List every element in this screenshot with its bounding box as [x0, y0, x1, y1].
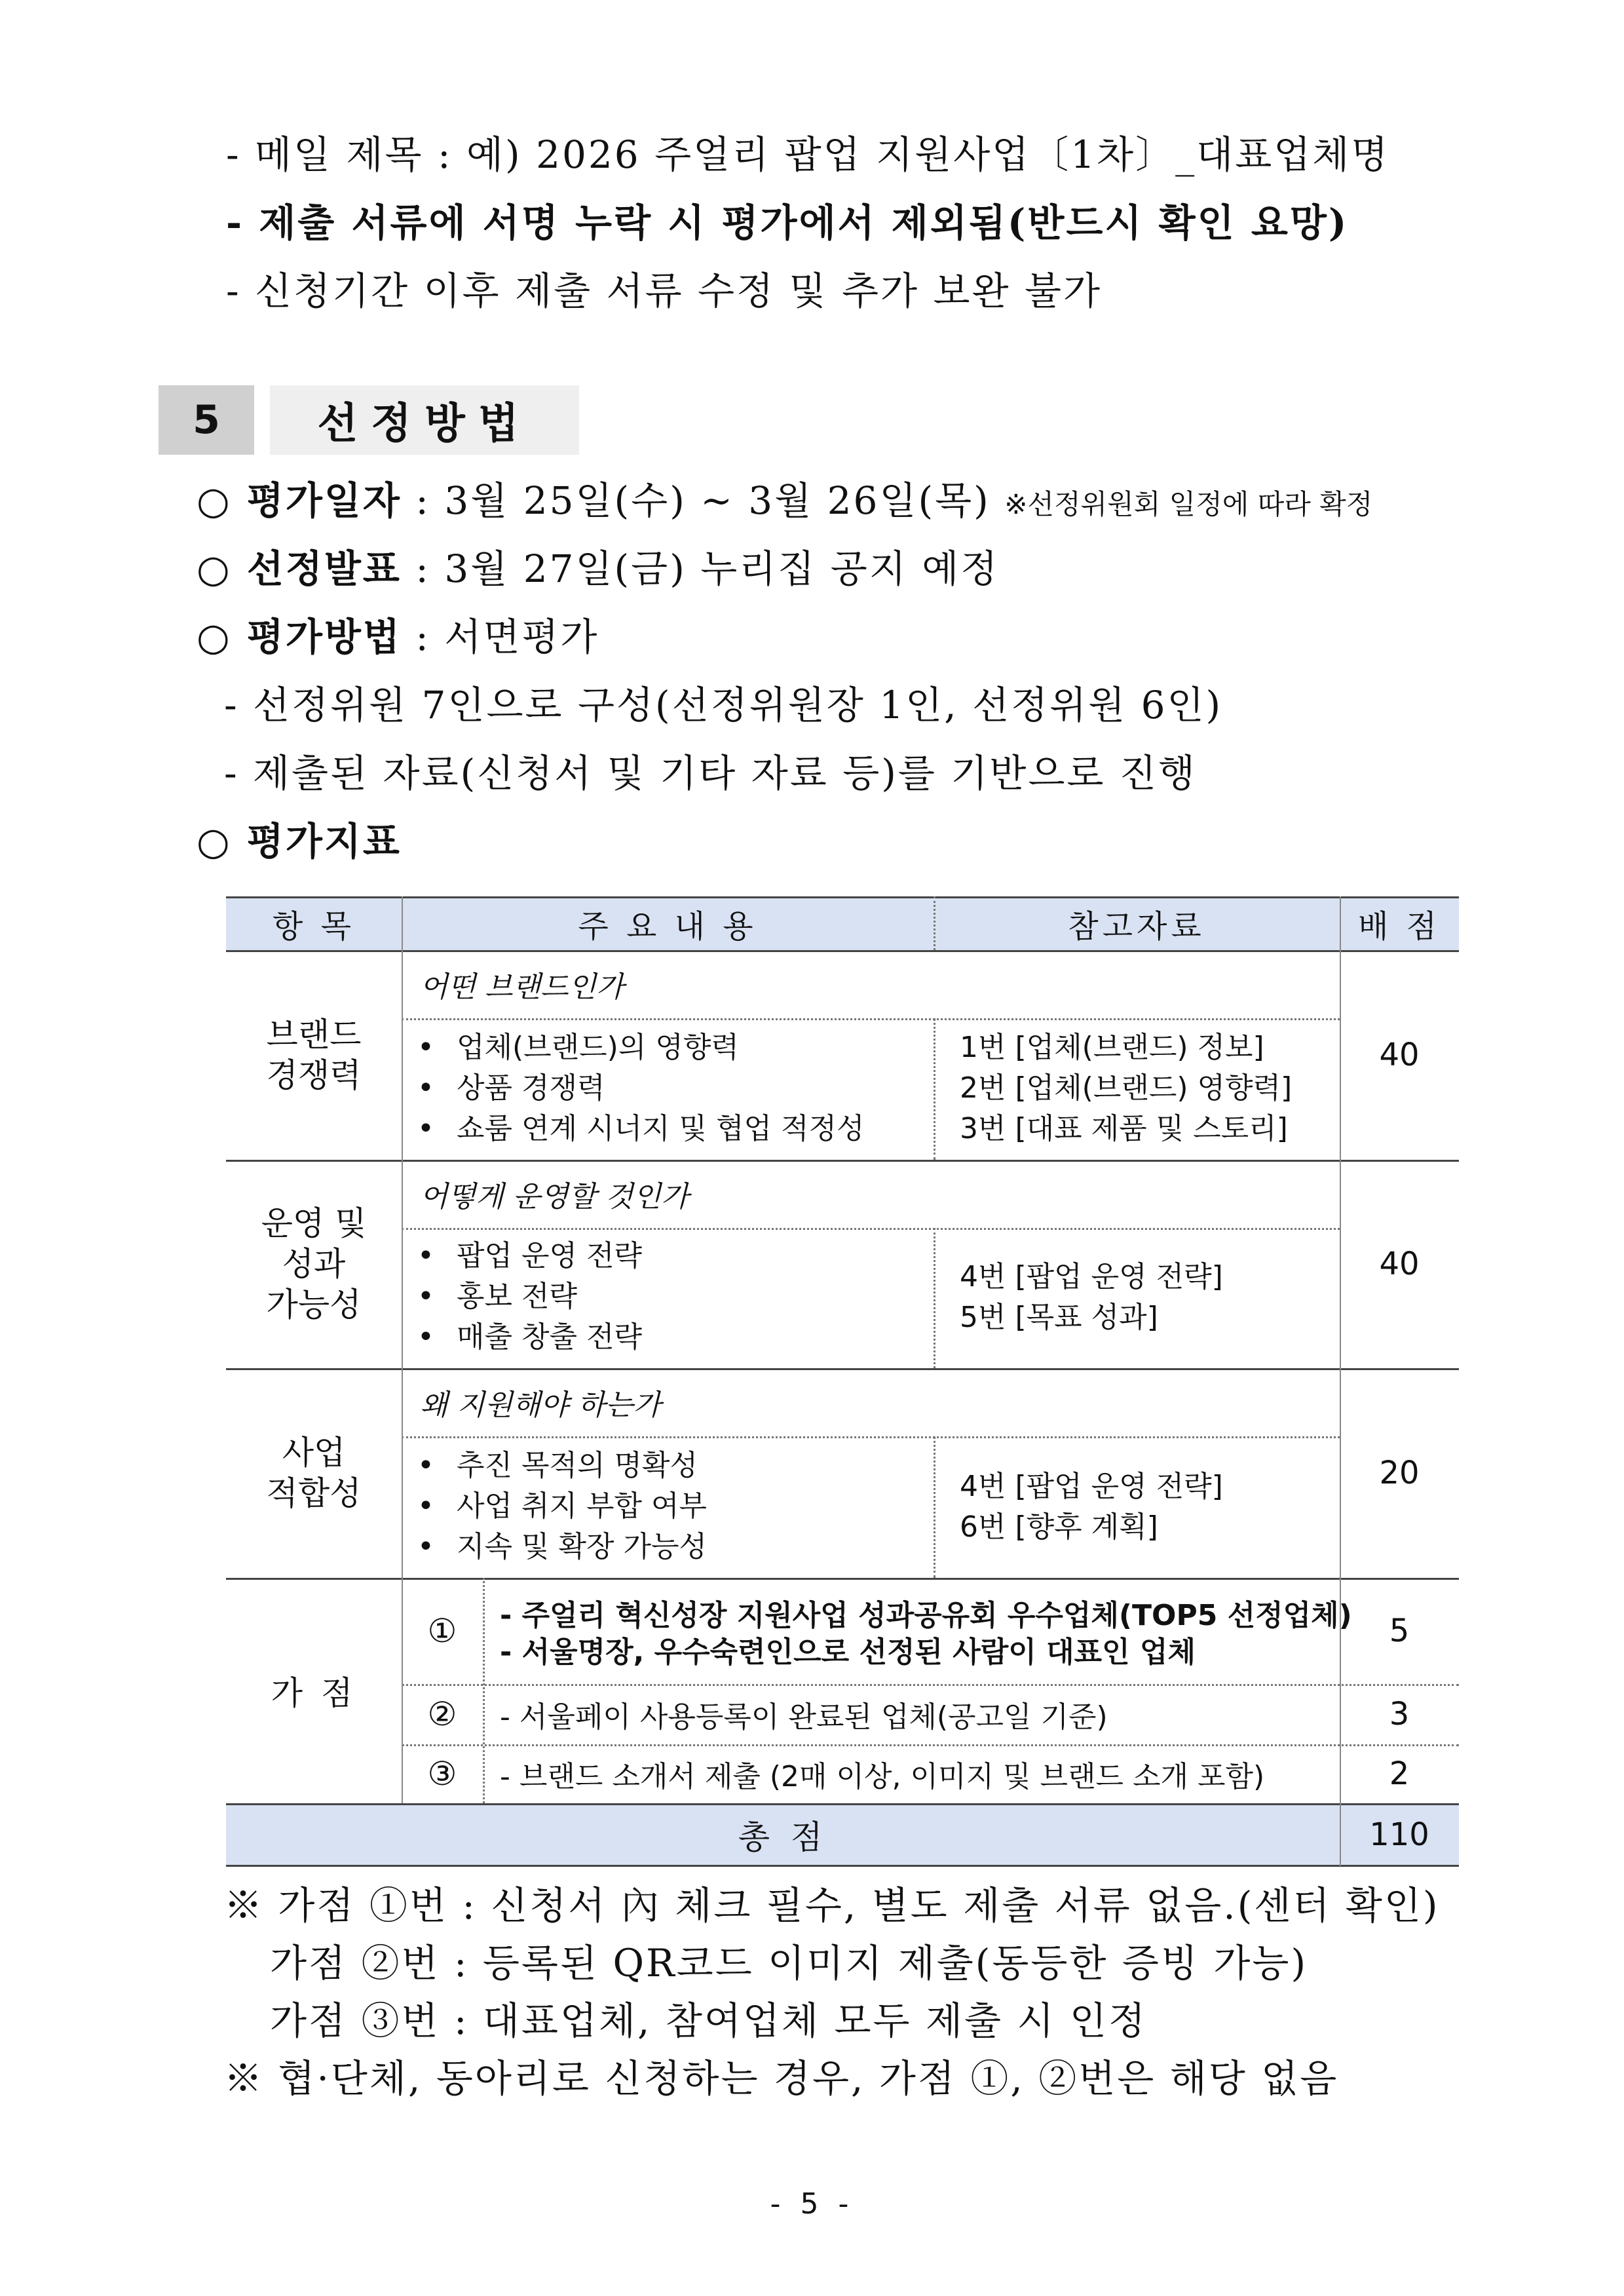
page-number: - 5 - [770, 2187, 854, 2221]
score-operation: 40 [1379, 1246, 1420, 1282]
category-brand-line-2: 경쟁력 [266, 1056, 362, 1094]
refs-fitness [960, 1466, 1223, 1548]
table-divider [934, 1228, 935, 1368]
announce-label: ○ 선정발표 [197, 546, 402, 591]
bonus-text-1 [500, 1598, 1352, 1671]
note-4: ※ 협·단체, 동아리로 신청하는 경우, 가점 ①, ②번은 해당 없음 [224, 2056, 1339, 2101]
section-number: 5 [159, 385, 254, 455]
list-item: 4번 [팝업 운영 전략] [960, 1260, 1223, 1293]
refs-brand [960, 1027, 1292, 1149]
section-title: 선정방법 [270, 385, 579, 455]
evaluation-table [226, 896, 1459, 1866]
table-border [226, 1368, 1459, 1370]
category-fitness-line-1: 사업 [282, 1434, 346, 1472]
question-operation: 어떻게 운영할 것인가 [420, 1180, 689, 1214]
method-row [197, 611, 599, 663]
bonus-text-2: - 서울페이 사용등록이 완료된 업체(공고일 기준) [500, 1700, 1108, 1734]
table-divider [402, 1744, 1459, 1746]
list-item: • 업체(브랜드)의 영향력 [417, 1031, 739, 1064]
list-item: 4번 [팝업 운영 전략] [960, 1470, 1223, 1503]
bullets-operation [417, 1236, 642, 1358]
list-item: 2번 [업체(브랜드) 영향력] [960, 1071, 1293, 1105]
method-label: ○ 평가방법 [197, 615, 402, 659]
table-divider [934, 896, 935, 950]
method-sub-2: - 제출된 자료(신청서 및 기타 자료 등)를 기반으로 진행 [224, 751, 1197, 795]
list-item: • 사업 취지 부합 여부 [417, 1489, 707, 1523]
table-divider [1340, 896, 1341, 1866]
note-3: 가점 ③번 : 대표업체, 참여업체 모두 제출 시 인정 [270, 1999, 1147, 2043]
table-border [226, 950, 1459, 952]
list-item: 3번 [대표 제품 및 스토리] [960, 1112, 1288, 1145]
list-item: • 홍보 전략 [417, 1280, 578, 1313]
bonus-score-2: 3 [1389, 1696, 1410, 1732]
category-brand-line-1: 브랜드 [266, 1016, 362, 1054]
list-item: • 지속 및 확장 가능성 [417, 1530, 707, 1563]
table-border [226, 1578, 1459, 1580]
announce-row [197, 543, 999, 595]
table-divider [934, 1018, 935, 1160]
question-fitness: 왜 지원해야 하는가 [420, 1388, 662, 1422]
list-item: 5번 [목표 성과] [960, 1301, 1158, 1334]
header-item: 항 목 [226, 896, 402, 950]
eval-date-label: ○ 평가일자 [197, 478, 402, 523]
list-item: • 상품 경쟁력 [417, 1071, 605, 1105]
table-divider [483, 1578, 485, 1803]
list-item: 6번 [향후 계획] [960, 1510, 1158, 1544]
header-score: 배 점 [1340, 896, 1459, 950]
total-label: 총 점 [226, 1803, 1340, 1866]
bonus-score-1: 5 [1389, 1613, 1410, 1649]
indicator-label: ○ 평가지표 [197, 819, 402, 864]
table-divider [402, 1684, 1459, 1686]
score-fitness: 20 [1379, 1455, 1420, 1491]
list-item: 1번 [업체(브랜드) 정보] [960, 1031, 1264, 1064]
bonus-text-3: - 브랜드 소개서 제출 (2매 이상, 이미지 및 브랜드 소개 포함) [500, 1760, 1265, 1793]
table-divider [402, 896, 403, 1803]
intro-line-2: - 제출 서류에 서명 누락 시 평가에서 제외됨(반드시 확인 요망) [226, 201, 1349, 245]
list-item: • 매출 창출 전략 [417, 1320, 642, 1354]
bonus-num-3: ③ [427, 1755, 457, 1793]
category-operation-line-3: 가능성 [266, 1286, 362, 1324]
category-operation-line-2: 성과 [282, 1245, 346, 1283]
bonus-score-3: 2 [1389, 1755, 1410, 1792]
category-fitness-line-2: 적합성 [266, 1474, 362, 1512]
list-item: - 주얼리 혁신성장 지원사업 성과공유회 우수업체(TOP5 선정업체) [500, 1599, 1352, 1632]
table-divider [402, 1436, 1340, 1438]
refs-operation [960, 1257, 1223, 1338]
list-item: • 쇼룸 연계 시너지 및 협업 적정성 [417, 1112, 865, 1145]
table-border [226, 1803, 1459, 1805]
eval-date-value: : 3월 25일(수) ~ 3월 26일(목) [415, 478, 991, 523]
list-item: • 팝업 운영 전략 [417, 1239, 642, 1272]
score-brand: 40 [1379, 1037, 1420, 1073]
intro-line-3: - 신청기간 이후 제출 서류 수정 및 추가 보완 불가 [226, 269, 1103, 313]
table-divider [402, 1018, 1340, 1020]
eval-date-note: ※선정위원회 일정에 따라 확정 [1004, 488, 1373, 520]
bullets-fitness [417, 1445, 707, 1567]
bonus-num-1: ① [427, 1612, 457, 1650]
table-divider [402, 1228, 1340, 1230]
category-operation [226, 1160, 402, 1368]
category-brand [226, 950, 402, 1160]
table-border [226, 896, 1459, 898]
header-reference: 참고자료 [934, 896, 1340, 950]
method-value: : 서면평가 [415, 615, 599, 659]
note-2: 가점 ②번 : 등록된 QR코드 이미지 제출(동등한 증빙 가능) [270, 1941, 1308, 1985]
announce-value: : 3월 27일(금) 누리집 공지 예정 [415, 546, 1000, 591]
intro-line-1: - 메일 제목 : 예) 2026 주얼리 팝업 지원사업〔1차〕_대표업체명 [226, 132, 1390, 177]
note-1: ※ 가점 ①번 : 신청서 內 체크 필수, 별도 제출 서류 없음.(센터 확인) [224, 1883, 1440, 1928]
table-border [226, 1865, 1459, 1867]
question-brand: 어떤 브랜드인가 [420, 970, 624, 1004]
list-item: - 서울명장, 우수숙련인으로 선정된 사람이 대표인 업체 [500, 1636, 1196, 1669]
bonus-num-2: ② [427, 1695, 457, 1733]
list-item: • 추진 목적의 명확성 [417, 1449, 698, 1482]
table-divider [934, 1436, 935, 1578]
bullets-brand [417, 1027, 864, 1149]
category-fitness [226, 1368, 402, 1578]
table-border [226, 1160, 1459, 1162]
eval-date-row [197, 474, 1372, 531]
method-sub-1: - 선정위원 7인으로 구성(선정위원장 1인, 선정위원 6인) [224, 683, 1223, 727]
category-bonus: 가 점 [271, 1674, 357, 1712]
category-operation-line-1: 운영 및 [261, 1204, 367, 1242]
total-score: 110 [1340, 1803, 1459, 1866]
header-content: 주 요 내 용 [402, 896, 934, 950]
